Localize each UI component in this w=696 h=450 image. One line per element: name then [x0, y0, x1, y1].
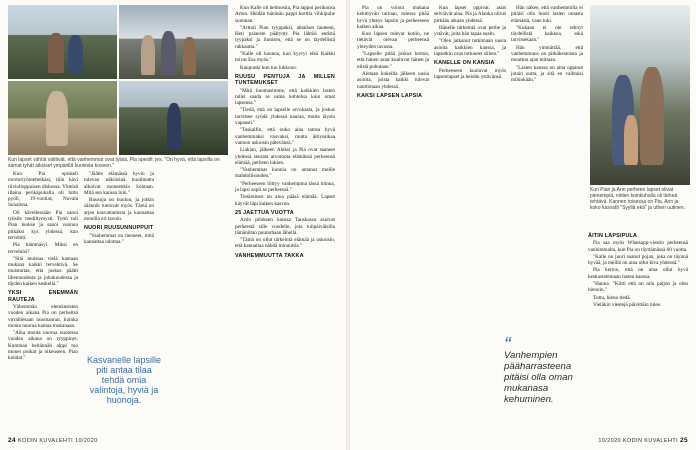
paragraph: "Jäätte elämässä hyvin ja tulevan näköisinä huolimatta alkoivat moneenkin kohtaan. Mitä sen kanssa luin."	[84, 171, 154, 196]
footer-label: KODIN KUVALEHTI 10/2020	[17, 438, 98, 444]
paragraph: "Lasten kanssa on aina oppinut jotain uutta, ja sitä en vaihtaisi mihinkään."	[511, 64, 583, 84]
paragraph: "Olen jatkanut tutkimaan uusia asioita kaikkien kanssa, ja lapsetkin ovat tottuneet siihen."	[434, 38, 506, 58]
paragraph: Tuttu, hieno tiedä.	[593, 294, 631, 301]
paragraph: Hänelle tärkeintä ovat perhe ja ystävät, joita hän tapaa usein.	[434, 24, 506, 38]
paragraph: "Tämä on ollut tärkeintä elämää ja uskoisin, että kannattaa nähdä minuuttia."	[235, 237, 335, 250]
subheading: RUUSU PENTUJA JA MILLEN TUNTEMUKSET	[235, 73, 335, 87]
paragraph: Hän näkee, että vanhemmilla ei pitäisi olla huoli lasten omasta elämästä, vaan tuki.	[511, 5, 583, 24]
paragraph: Vieläkin viestejä päivittäin tulee.	[593, 301, 662, 308]
subheading: ÄITIN LAPSIPULA	[588, 233, 638, 239]
paragraph: "Kukaan ei ole tehnyt täydellistä kaikkea, eikä tarvitsekaan."	[511, 24, 583, 44]
paragraph: "Lapselle pitää joskus kertoa, että hänen asiat kuuluvat hänen ja niistä puhutaan."	[357, 51, 429, 70]
paragraph: "Hanna. "Kiitti että on niin paljon ja olen hienoin."	[588, 281, 688, 294]
paragraph: "Vanhemmat on tienneet, mitä kannattaa odottaa."	[84, 232, 154, 245]
paragraph: Tietäminen on aina pääsä elämää. Lapset käyvät läpi kaiken kasvun.	[235, 194, 335, 207]
photo-caption: Kun Pian ja Arin perheen lapset olivat pienempiä, niiden koinkuhalla oli tärkeä tehtävä. Kannen toisessa on Pia, Arin ja koko kasvatti "Syyllä ekä" ja uthen uutinen.	[590, 187, 685, 211]
paragraph: Artin piloksen kanssa Tanskassa asuivat perheestä sille vuodelle, jota tulipäiväisilla tämäniltan puutarhaan lähellä.	[235, 217, 335, 236]
paragraph: "Perheeseen liittyy vanhempina tässä minua, ja lapsi sopii se perheessä."	[235, 180, 335, 194]
paragraph: "Sitä muistaa vielä kantaan mukana kaikki tervehtivä. Se muistuttaa, että joskus päätti lihemuudesta ja juhukuudessa ja täyden kaiken keskellä."	[8, 255, 78, 288]
article-column-5	[357, 5, 429, 100]
paragraph: Vähemmän elemänsisten vuoden aikana Pia on perheitsä virralliesaan huomannut, kuinka monta nuorua kantaa mukanaan.	[8, 303, 78, 329]
photo-family-portrait	[590, 5, 690, 185]
subheading: NUORI RUUSUNNUPPUIT	[84, 225, 154, 232]
paragraph: Liakian, jälkeen Aleksi ja Pia ovat saaneet yhdessä seurata arvotonta elämänsä perheensä elämää, perheen lukien.	[235, 147, 335, 166]
article-column-6	[434, 5, 506, 81]
page-gutter	[346, 0, 350, 450]
paragraph: Oli kävellessään Pia sanoi työsile mediltymysti. Tyttö tuli Pian luokse ja sanoi vuonon pitkäksi kys yhdessä, kun tervehtii.	[8, 209, 78, 241]
footer-right	[598, 437, 688, 444]
photo-collage	[8, 5, 228, 155]
photo-couple-outdoors	[8, 5, 117, 79]
quote-mark-icon: “	[504, 334, 511, 356]
paragraph: Perheeseen kuuluvat myös lapsenlapset ja heidän ystävänsä.	[434, 67, 506, 80]
paragraph: Kun lapset oppivat, asiat selviävät aina. Pia ja Alanka olivat pitkään aikaan yhdessä.	[434, 5, 506, 24]
paragraph: "Arttuli Pian tyyppaksi, aktaliset lauteeni, Heti palaeste päätynty Pia lähtöä entistä tyypaksi ja ihmisen, että se on täydellistä rakkautta."	[235, 24, 335, 50]
page-number: 24	[8, 437, 17, 444]
paragraph: Hän ymmärtää, että vanhemmuus on pitkäkestoista ja muuttuu ajan mittaan.	[511, 44, 583, 64]
article-column-1	[8, 171, 78, 363]
subheading: YKSI ENEMMÄN RAUTEJA	[8, 290, 78, 303]
paragraph: "Aika monta nuorua nuoressa vuoden aikana on tyyppinyt. Kumman heitännäh alppi tuo monet poikat ja oikeuseen. Pian kohdat."	[8, 330, 78, 362]
article-column-7	[511, 5, 583, 85]
paragraph: Ruusuja on kuuluu, ja jotkin säännöt tuntuvat myös. Tämä on arjen kasvattamista ja kannattaa monilla eri tavoin.	[84, 197, 154, 223]
article-column-8	[588, 230, 688, 309]
paragraph: Pia saa myös Whatsapp-viestin perheensä vanhimmalta, kun Pia on täyttämässä 60 vuotta.	[588, 240, 688, 253]
subheading: 25 JAETTUA VUOTTA	[235, 209, 294, 216]
photo-garden-portrait	[8, 81, 117, 155]
paragraph: Kun lapsen tulevat kotiin, ne tietävät olevan perheensä yhteyden tavassa.	[357, 31, 429, 50]
photo-caption: Kun lapset vähtiä väittivät, että vanhemmat ovat tylsiä, Pia spesifi: jes. "On hyvä, että lapsilla on samat tyhät aiksiset ympärillä kuolesta koseen."	[8, 157, 220, 169]
paragraph: Pia hämmäsyi. Miksi en tervehtisi?	[8, 242, 78, 255]
paragraph: "Mitä huomasimme, että kaikkien lasten tulisi saada se sama kohtelua kuin omat lapsensa."	[235, 87, 335, 107]
paragraph: Kun Kalle oli helmostia, Pia tappoi perikonsa Artun. Heidän hänäsän pappi korttia vihkipuhe suunnan.	[235, 5, 335, 24]
footer-left	[8, 437, 98, 444]
paragraph: "Kalle oli kaunoa, kun kyyryi eikä Kaikki toivat Esa myös."	[235, 51, 335, 64]
paragraph: Pia kertoo, että on aina ollut hyvä keskustelemaan lasten kanssa.	[588, 267, 688, 280]
article-column-4	[235, 5, 335, 260]
paragraph: "Vanhemmat kunnia on antanut meille mahdollisuuden."	[235, 167, 335, 180]
page-number: 25	[679, 437, 688, 444]
article-column-2	[84, 171, 154, 246]
pull-quote: Kasvanelle lapsille piti antaa tilaa tehdä omia valintoja, hyviä ja huonoja.	[86, 355, 162, 405]
paragraph: Pia on voinut mukana kehittyvän tarinan, tulessa pitää hyvä yhteys lapsiin ja perheeseen kaiken aikaa.	[357, 5, 429, 30]
paragraph: "Kalle on juuri saanut pojan, joka on täynnä hyvää, ja meillä on aina ollut kiva yhdessä."	[588, 253, 688, 267]
paragraph: Kaupunki kun tuo lukkoon.	[240, 64, 298, 71]
subheading: KANELLE ON KANSIA	[434, 60, 495, 67]
pull-quote-text: Vanhempien pääharrasteena pitäisi olla oman mukanasa kehuminen.	[504, 350, 573, 405]
footer-label: 10/2020 KODIN KUVALEHTI	[598, 438, 679, 444]
paragraph: Kun Pia opiskeli mortoriyönteltelkäsi, tiiin kävi tiiviolloppuisen diskossa. Yhteisä illaina perikäpukalla oli tuttu pyöli, 19-vuotias, Nuvala Sunaluna.	[8, 171, 78, 209]
pull-quote	[504, 334, 586, 405]
paragraph: Aletaan kokeilla jälkeen uusia asioita, joista kaikki tulevat nauttimaan yhdessä.	[357, 70, 429, 90]
subheading: VANHEMMUUTTA TAKKA	[235, 252, 304, 259]
photo-family-group	[119, 5, 228, 79]
paragraph: "Taskalfin, että onko aina tamsa hyvä vanhemmaksi vauvaksi, mutta äitiysaikaa vannon uskoisin pätevänsä."	[235, 127, 335, 146]
photo-lake-scene	[119, 81, 228, 155]
paragraph: "Tiedä, että on lapselle arvokasta, ja joskus tarvitsee syödä yhdessä nauraa, mutta täysin vapaasti."	[235, 107, 335, 127]
subheading: KAKSI LAPSEN LAPSIA	[357, 92, 423, 99]
